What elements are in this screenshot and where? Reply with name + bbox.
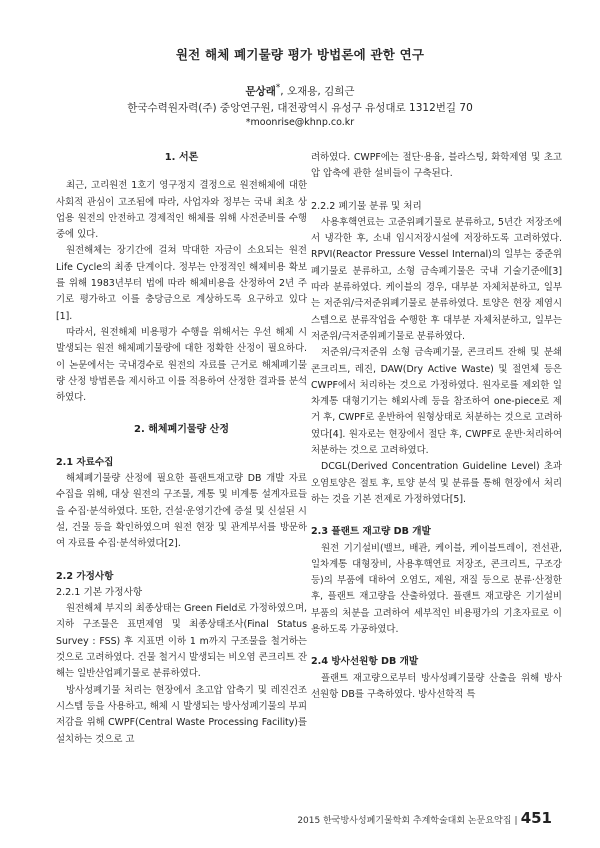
section-2-2-title: 2.2 가정사항 [56, 570, 114, 582]
affiliation: 한국수력원자력(주) 중앙연구원, 대전광역시 유성구 유성대로 1312번길 70 [127, 102, 473, 114]
footer-separator: | [514, 816, 518, 826]
paragraph: 사용후핵연료는 고준위폐기물로 분류하고, 5년간 저장조에서 냉각한 후, 소내 임시저장시설에 저장하도록 고려하였다. RPVI(Reactor Pressure Vessel Internal)의 일부는 중준위폐기물로 분류하고, 소형 금속폐기물은 국내 기술기준에[3] 따라 분류하였다. 케이블의 경우, 대부분 자체처분하고, 일부는 저준위/극저준위폐기물로 분류하였다. 토양은 현장 제염시스템으로 분류작업을 수행한 후 대부분 자체처분하고, 일부는 저준위/극저준위폐기물로 분류하였다. [311, 216, 562, 342]
section-2-2-2-title: 2.2.2 폐기물 분류 및 처리 [311, 200, 422, 212]
paragraph: 따라서, 원전해체 비용평가 수행을 위해서는 우선 해체 시 발생되는 원전 해체폐기물량에 대한 정확한 산정이 필요하다. 이 논문에서는 국내경수로 원전의 자료를 근거로 해체폐기물량 산정 방법론을 제시하고 이를 적용하여 산정한 결과를 분석하였다. [56, 326, 307, 404]
author-line [0, 83, 600, 99]
section-2-1-title: 2.1 자료수집 [56, 456, 114, 468]
paragraph: 원전 기기설비(밸브, 배관, 케이블, 케이블트레이, 전선관, 일차계통 대형장비, 사용후핵연료 저장조, 콘크리트, 구조강 등)의 부품에 대하여 오염도, 제원, 재질 등으로 분류·산정한 후, 플랜트 재고량을 산출하였다. 플랜트 재고량은 기기설비 부품의 처분을 고려하여 세부적인 비용평가의 기초자료로 이용하도록 가공하였다. [311, 542, 562, 636]
paragraph: 원전해체 부지의 최종상태는 Green Field로 가정하였으며, 지하 구조물은 표면제염 및 최종상태조사(Final Status Survey : FSS) 후 지표면 이하 1 m까지 구조물을 철거하는 것으로 고려하였다. 건물 철거시 발생되는 비오염 콘크리트 잔해는 일반산업폐기물로 분류하였다. [56, 603, 307, 680]
page-number: 451 [520, 809, 552, 827]
paragraph: 최근, 고리원전 1호기 영구정지 결정으로 원전해체에 대한 사회적 관심이 고조됨에 따라, 사업자와 정부는 국내 최초 상업용 원전의 안전하고 경제적인 해체를 위해 사전준비를 수행 중에 있다. [56, 180, 307, 241]
right-column [311, 150, 562, 703]
section-2-2-1-title: 2.2.1 기본 가정사항 [56, 586, 143, 598]
lead-author: 문상래 [245, 85, 276, 98]
co-authors: , 오재용, 김희근 [280, 85, 355, 98]
paragraph: 방사성폐기물 처리는 현장에서 초고압 압축기 및 레진건조시스템 등을 사용하고, 해체 시 발생되는 방사성폐기물의 부피저감을 위해 CWPF(Central Waste Processing Facility)를 설치하는 것으로 고 [56, 684, 307, 745]
paragraph: DCGL(Derived Concentration Guideline Level) 초과 오염토양은 절토 후, 토양 분석 및 분류를 통해 현장에서 처리하는 것을 기본 전제로 가정하였다[5]. [311, 461, 562, 505]
paragraph: 저준위/극저준위 소형 금속폐기물, 콘크리트 잔해 및 분쇄 콘크리트, 레진, DAW(Dry Active Waste) 및 절연체 등은 CWPF에서 처리하는 것으로 가정하였다. 원자로를 제외한 일차계통 대형기기는 해외사례 등을 참조하여 one-piece로 제거 후, CWPF로 운반하여 원형상태로 처분하는 것으로 고려하였다[4]. 원자로는 현장에서 절단 후, CWPF로 운반·처리하여 처분하는 것으로 고려하였다. [311, 347, 562, 457]
paragraph: 려하였다. CWPF에는 절단·용융, 블라스팅, 화학제염 및 초고압 압축에 관한 설비들이 구축된다. [311, 152, 562, 180]
section-2-4-title: 2.4 방사선원항 DB 개발 [311, 656, 419, 668]
paragraph: 원전해체는 장기간에 걸쳐 막대한 자금이 소요되는 원전 Life Cycle의 최종 단계이다. 정부는 안정적인 해체비용 확보를 위해 1983년부터 법에 따라 해체비용을 산정하여 2년 주기로 평가하고 이를 충당금으로 계상하도록 요구하고 있다[1]. [56, 245, 307, 322]
footer-proceedings: 2015 한국방사성폐기물학회 추계학술대회 논문요약집 [297, 816, 512, 826]
section-2-title: 2. 해체폐기물량 산정 [134, 424, 229, 436]
author-email: *moonrise@khnp.co.kr [245, 117, 355, 128]
paper-title: 원전 해체 폐기물량 평가 방법론에 관한 연구 [175, 47, 425, 62]
corresponding-mark: * [275, 83, 281, 93]
section-2-3-title: 2.3 플랜트 재고량 DB 개발 [311, 526, 431, 538]
paragraph: 해체폐기물량 산정에 필요한 플랜트재고량 DB 개발 자료 수집을 위해, 대상 원전의 구조물, 계통 및 비계통 설계자료들을 수집·분석하였다. 또한, 건설·운영기간에 증설 및 신설된 시설, 건물 등을 확인하였으며 원전 현장 및 관계부서를 방문하여 자료를 수집·분석하였다[2]. [56, 473, 307, 550]
page-footer [297, 809, 552, 827]
section-1-title: 1. 서론 [164, 152, 199, 163]
left-column [56, 150, 307, 748]
paragraph: 플랜트 재고량으로부터 방사성폐기물량 산출을 위해 방사선원항 DB를 구축하였다. 방사선학적 특 [311, 672, 562, 700]
